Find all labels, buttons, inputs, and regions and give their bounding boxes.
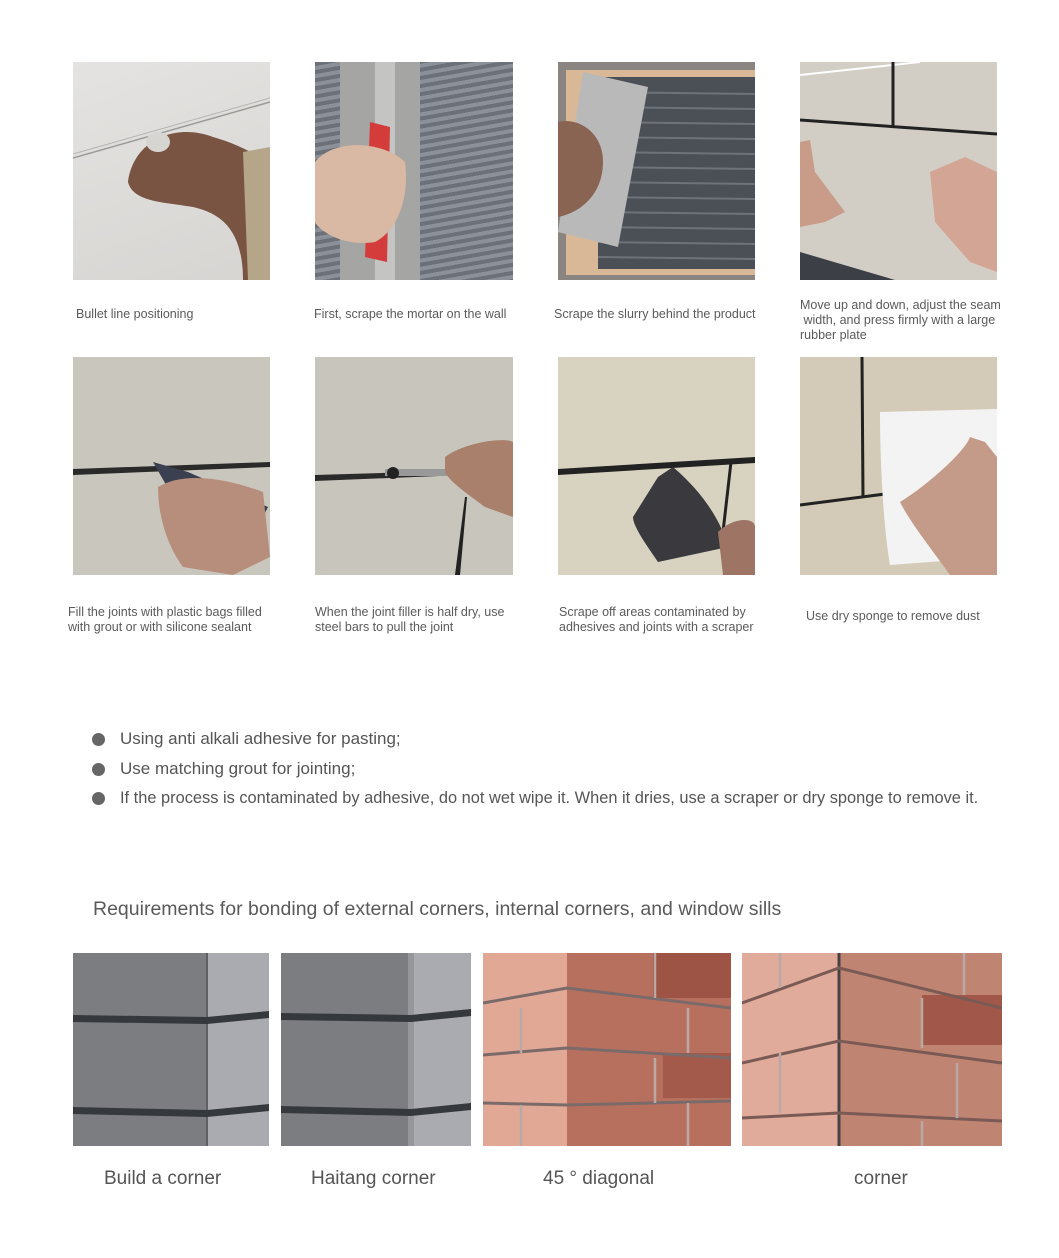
step-photo-press-tile [800, 62, 997, 280]
caption-line: steel bars to pull the joint [315, 620, 454, 634]
bullet-dot-icon [92, 792, 105, 805]
step-caption: First, scrape the mortar on the wall [314, 307, 507, 321]
step-caption: Bullet line positioning [76, 307, 194, 321]
note-item [92, 789, 978, 808]
step-photo-bullet-line [73, 62, 270, 280]
caption-line: adhesives and joints with a scraper [559, 620, 754, 634]
caption-line: Move up and down, adjust the seam [800, 298, 1001, 312]
corner-label: Haitang corner [311, 1168, 436, 1189]
step-photo-scraper-clean [558, 357, 755, 575]
step-caption [68, 605, 262, 635]
caption-line: with grout or with silicone sealant [68, 620, 252, 634]
corner-photo-45-diagonal [483, 953, 731, 1146]
note-text: Using anti alkali adhesive for pasting; [120, 729, 401, 748]
note-item [92, 729, 401, 749]
note-text: Use matching grout for jointing; [120, 759, 356, 778]
corner-photo-haitang [281, 953, 471, 1146]
bullet-dot-icon [92, 763, 105, 776]
note-text: If the process is contaminated by adhesive, do not wet wipe it. When it dries, use a scraper or dry sponge to remove it. [120, 789, 979, 807]
corner-label: 45 ° diagonal [543, 1168, 655, 1189]
step-caption [800, 298, 1001, 343]
corner-photo-internal [742, 953, 1002, 1146]
note-item [92, 759, 355, 779]
caption-line: width, and press firmly with a large [800, 313, 996, 327]
corners-heading: Requirements for bonding of external corners, internal corners, and window sills [93, 898, 782, 920]
step-photo-scrape-slurry [558, 62, 755, 280]
step-caption: Scrape the slurry behind the product [554, 307, 756, 321]
step-photo-scrape-mortar [315, 62, 513, 280]
step-caption [315, 605, 504, 635]
caption-line: rubber plate [800, 328, 867, 342]
corner-label: corner [854, 1168, 908, 1189]
caption-line: Fill the joints with plastic bags filled [68, 605, 262, 619]
step-caption [559, 605, 754, 635]
bullet-dot-icon [92, 733, 105, 746]
caption-line: Scrape off areas contaminated by [559, 605, 746, 619]
step-photo-fill-joints [73, 357, 270, 575]
step-photo-dry-sponge [800, 357, 997, 575]
corner-photo-build [73, 953, 269, 1146]
step-caption: Use dry sponge to remove dust [806, 609, 980, 623]
caption-line: When the joint filler is half dry, use [315, 605, 505, 619]
corner-label: Build a corner [104, 1168, 222, 1189]
step-photo-pull-joint [315, 357, 513, 575]
